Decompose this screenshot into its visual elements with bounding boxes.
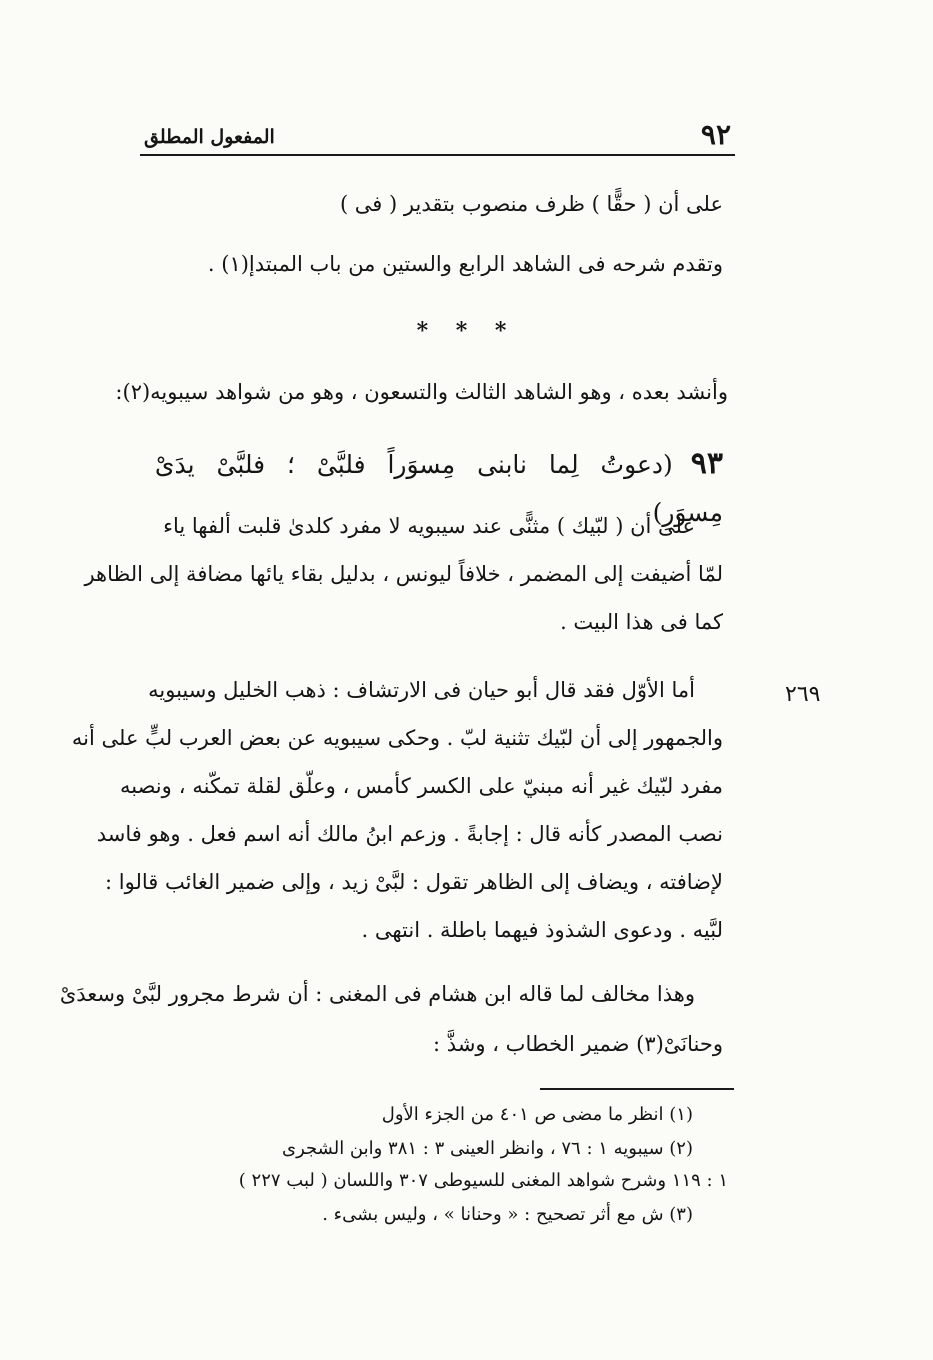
verse-text: (دعوتُ لِما نابنى مِسوَراً فلبَّىْ ؛ فلبَّىْ يدَىْ مِسوَرِ)	[154, 450, 723, 527]
running-title: المفعول المطلق	[144, 126, 275, 148]
paragraph2-line-4: نصب المصدر كأنه قال : إجابةً . وزعم ابنُ مالك أنه اسم فعل . وهو فاسد	[96, 822, 723, 846]
paragraph2-line-6: لبَّيه . ودعوى الشذوذ فيهما باطلة . انتهى .	[361, 918, 723, 942]
footnote-2: (٢) سيبويه ١ : ٧٦ ، وانظر العينى ٣ : ٣٨١ وابن الشجرى	[282, 1138, 693, 1159]
footnote-rule	[540, 1088, 734, 1090]
footnote-2-continued: ١ : ١١٩ وشرح شواهد المغنى للسيوطى ٣٠٧ واللسان ( لبب ٢٢٧ )	[238, 1170, 728, 1191]
paragraph1-line-3: كما فى هذا البيت .	[560, 610, 723, 634]
verse-number: ٩٣	[690, 446, 723, 481]
paragraph1-line-1: على أن ( لبّيك ) مثنًّى عند سيبويه لا مفرد كلدىٰ قلبت ألفها ياء	[163, 514, 695, 538]
paragraph2-line-2: والجمهور إلى أن لبّيك تثنية لبّ . وحكى سيبويه عن بعض العرب لبٍّ على أنه	[71, 726, 723, 750]
paragraph3-line-2: وحنانَىْ(٣) ضمير الخطاب ، وشذَّ :	[433, 1032, 723, 1056]
paragraph2-line-5: لإضافته ، ويضاف إلى الظاهر تقول : لبَّىْ زيد ، وإلى ضمير الغائب قالوا :	[105, 870, 723, 894]
section-separator: * * *	[416, 318, 517, 344]
page-header	[140, 118, 735, 156]
paragraph2-line-3: مفرد لبّيك غير أنه مبنيّ على الكسر كأمس ، وعلّق لقلة تمكّنه ، ونصبه	[120, 774, 723, 798]
paragraph1-line-2: لمّا أضيفت إلى المضمر ، خلافاً ليونس ، بدليل بقاء يائها مضافة إلى الظاهر	[84, 562, 723, 586]
page-number: ٩٢	[700, 118, 731, 151]
paragraph3-line-1: وهذا مخالف لما قاله ابن هشام فى المغنى : أن شرط مجرور لبَّىْ وسعدَىْ	[59, 982, 695, 1006]
intro-line-1: على أن ( حقًّا ) ظرف منصوب بتقدير ( فى )	[339, 192, 723, 216]
footnote-3: (٣) ش مع أثر تصحيح : « وحنانا » ، وليس بشىء .	[322, 1204, 693, 1225]
margin-reference: ٢٦٩	[785, 682, 821, 707]
footnote-1: (١) انظر ما مضى ص ٤٠١ من الجزء الأول	[381, 1104, 693, 1125]
intro-line-2: وتقدم شرحه فى الشاهد الرابع والستين من باب المبتدإ(١) .	[207, 252, 723, 276]
paragraph2-line-1: أما الأوّل فقد قال أبو حيان فى الارتشاف : ذهب الخليل وسيبويه	[148, 678, 695, 702]
verse-intro: وأنشد بعده ، وهو الشاهد الثالث والتسعون ، وهو من شواهد سيبويه(٢):	[115, 380, 728, 404]
